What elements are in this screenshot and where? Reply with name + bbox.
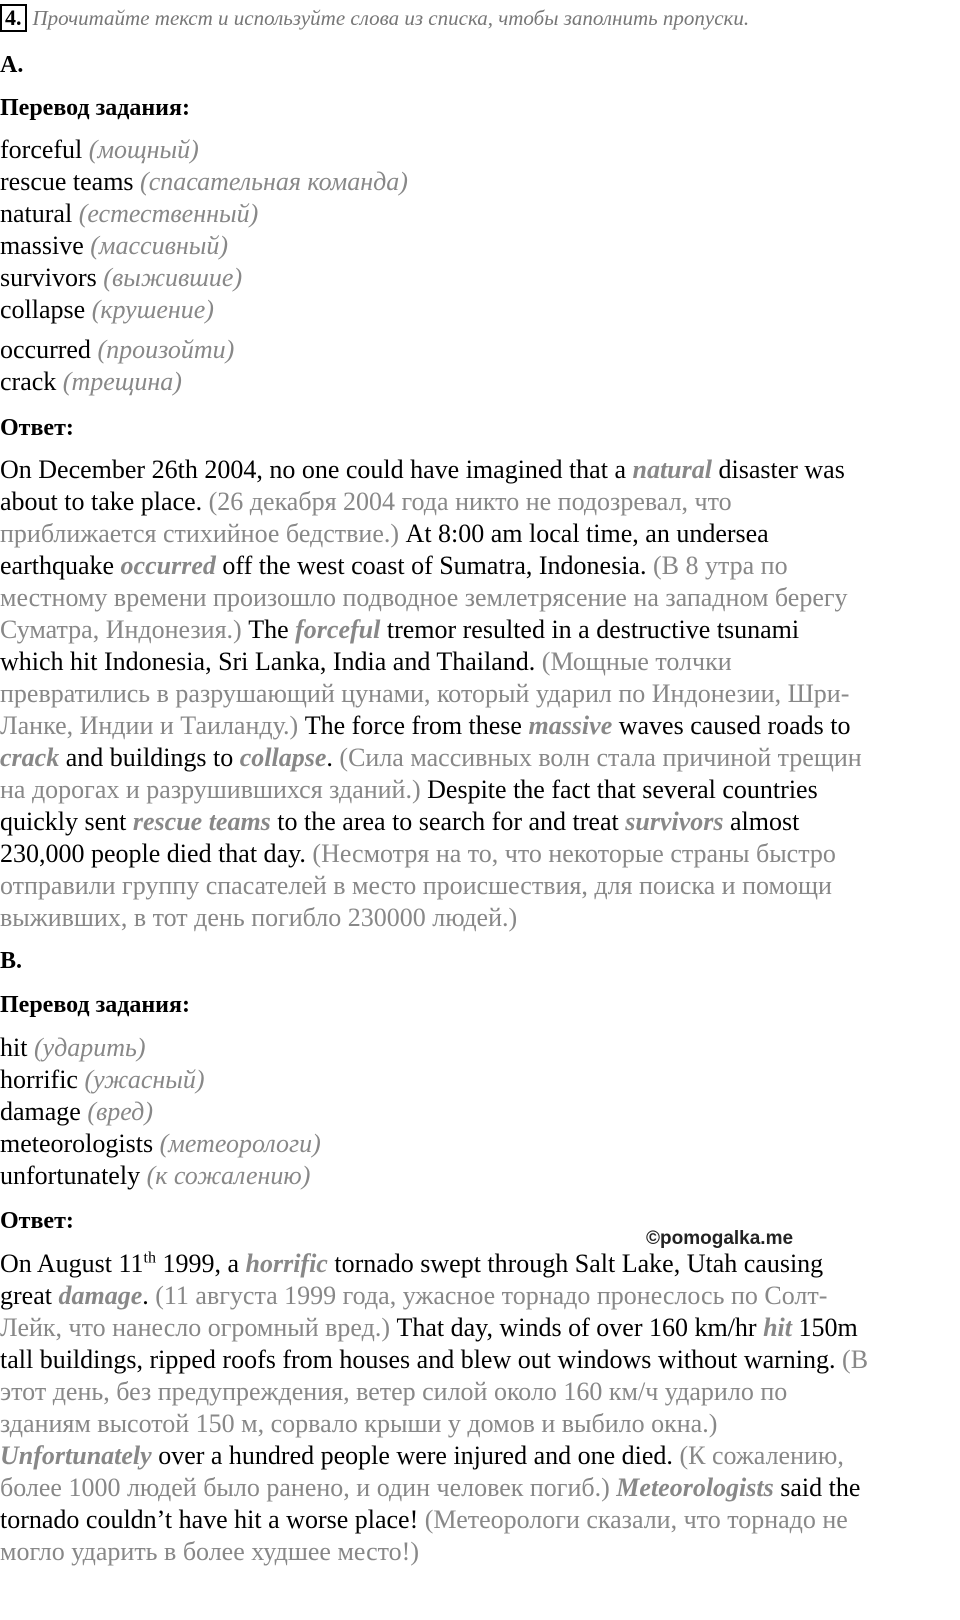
section-a-answer-text: [0, 454, 935, 934]
text-line: On December 26th 2004, no one could have imagined that a natural disaster was: [0, 455, 845, 484]
text-line: отправили группу спасателей в место происшествия, для поиска и помощи: [0, 871, 832, 900]
vocab-translation: (метеорологи): [159, 1129, 321, 1158]
vocab-word: horrific: [0, 1065, 78, 1094]
text-line: местному времени произошло подводное землетрясение на западном берегу: [0, 583, 848, 612]
text-line: Ланке, Индии и Таиланду.) The force from these massive waves caused roads to: [0, 711, 851, 740]
vocab-translation: (ужасный): [84, 1065, 205, 1094]
vocab-word: crack: [0, 367, 57, 396]
vocab-item: [0, 334, 234, 366]
watermark: ©pomogalka.me: [646, 1228, 794, 1249]
vocab-item: [0, 1064, 205, 1096]
vocab-translation: (вред): [87, 1097, 153, 1126]
vocab-word: damage: [0, 1097, 81, 1126]
vocab-item: [0, 1096, 153, 1128]
vocab-word: natural: [0, 199, 73, 228]
text-line: Unfortunately over a hundred people were injured and one died. (К сожалению,: [0, 1441, 844, 1470]
text-line: на дорогах и разрушившихся зданий.) Despite the fact that several countries: [0, 775, 818, 804]
text-line: превратились в разрушающий цунами, который ударил по Индонезии, Шри-: [0, 679, 850, 708]
text-line: great damage. (11 августа 1999 года, ужасное торнадо пронеслось по Солт-: [0, 1281, 828, 1310]
text-line: выживших, в тот день погибло 230000 людей.): [0, 903, 518, 932]
vocab-word: massive: [0, 231, 84, 260]
vocab-item: [0, 198, 258, 230]
text-line: On August 11th 1999, a horrific tornado swept through Salt Lake, Utah causing: [0, 1249, 824, 1278]
vocab-item: [0, 1128, 321, 1160]
section-a-translation-heading: Перевод задания:: [0, 95, 190, 121]
section-b-label: B.: [0, 948, 23, 974]
text-line: tornado couldn’t have hit a worse place! (Метеорологи сказали, что торнадо не: [0, 1505, 848, 1534]
vocab-translation: (массивный): [90, 231, 229, 260]
vocab-word: meteorologists: [0, 1129, 154, 1158]
text-line: tall buildings, ripped roofs from houses and blew out windows without warning. (В: [0, 1345, 869, 1374]
vocab-translation: (крушение): [91, 295, 214, 324]
vocab-translation: (произойти): [97, 335, 235, 364]
task-header: [0, 4, 749, 32]
task-number: 4.: [0, 4, 27, 32]
text-line: приближается стихийное бедствие.) At 8:00 am local time, an undersea: [0, 519, 769, 548]
vocab-word: rescue teams: [0, 167, 134, 196]
vocab-translation: (мощный): [88, 135, 199, 164]
task-instruction: Прочитайте текст и используйте слова из списка, чтобы заполнить пропуски.: [32, 6, 750, 30]
vocab-translation: (выжившие): [103, 263, 243, 292]
text-line: quickly sent rescue teams to the area to search for and treat survivors almost: [0, 807, 800, 836]
text-line: зданиям высотой 150 м, сорвало крыши у домов и выбило окна.): [0, 1409, 718, 1438]
text-line: более 1000 людей было ранено, и один человек погиб.) Meteorologists said the: [0, 1473, 861, 1502]
text-line: crack and buildings to collapse. (Сила массивных волн стала причиной трещин: [0, 743, 862, 772]
vocab-word: unfortunately: [0, 1161, 141, 1190]
vocab-word: occurred: [0, 335, 91, 364]
section-a-answer-heading: Ответ:: [0, 415, 74, 441]
vocab-translation: (трещина): [62, 367, 182, 396]
section-b-answer-heading: Ответ:: [0, 1208, 74, 1234]
vocab-item: [0, 166, 408, 198]
vocab-item: [0, 294, 214, 326]
section-b-answer-text: [0, 1248, 935, 1568]
section-b-translation-heading: Перевод задания:: [0, 992, 190, 1018]
text-line: about to take place. (26 декабря 2004 года никто не подозревал, что: [0, 487, 732, 516]
text-line: этот день, без предупреждения, ветер силой около 160 км/ч ударило по: [0, 1377, 788, 1406]
vocab-item: [0, 134, 199, 166]
text-line: могло ударить в более худшее место!): [0, 1537, 419, 1566]
vocab-word: forceful: [0, 135, 83, 164]
text-line: 230,000 people died that day. (Несмотря на то, что некоторые страны быстро: [0, 839, 836, 868]
text-line: earthquake occurred off the west coast of Sumatra, Indonesia. (В 8 утра по: [0, 551, 788, 580]
text-line: Суматра, Индонезия.) The forceful tremor resulted in a destructive tsunami: [0, 615, 800, 644]
vocab-word: hit: [0, 1033, 28, 1062]
vocab-word: collapse: [0, 295, 86, 324]
vocab-translation: (спасательная команда): [140, 167, 408, 196]
vocab-item: [0, 366, 182, 398]
vocab-item: [0, 1160, 310, 1192]
section-a-label: A.: [0, 52, 24, 78]
vocab-translation: (к сожалению): [146, 1161, 311, 1190]
vocab-item: [0, 1032, 146, 1064]
vocab-translation: (ударить): [33, 1033, 146, 1062]
vocab-item: [0, 262, 242, 294]
vocab-translation: (естественный): [78, 199, 259, 228]
vocab-word: survivors: [0, 263, 97, 292]
text-line: Лейк, что нанесло огромный вред.) That day, winds of over 160 km/hr hit 150m: [0, 1313, 858, 1342]
vocab-item: [0, 230, 228, 262]
text-line: which hit Indonesia, Sri Lanka, India and Thailand. (Мощные толчки: [0, 647, 732, 676]
